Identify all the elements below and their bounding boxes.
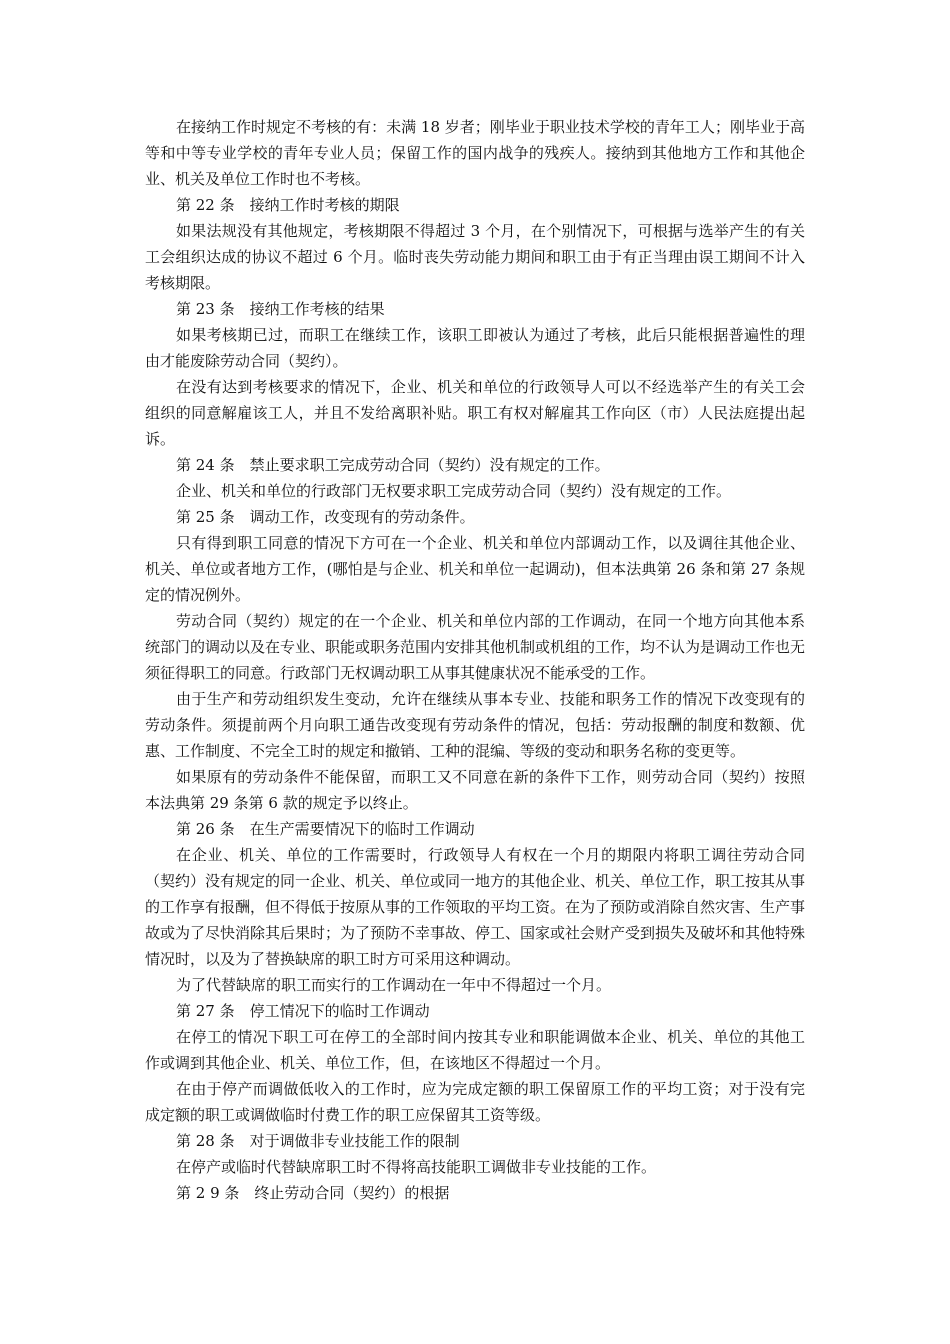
paragraph: 在停产或临时代替缺席职工时不得将高技能职工调做非专业技能的工作。 — [176, 1158, 657, 1176]
paragraph: 如果法规没有其他规定，考核期限不得超过 3 个月，在个别情况下，可根据与选举产生的有关工会组织达成的协议不超过 6 个月。临时丧失劳动能力期间和职工由于有正当理由误工期间不计入考核期限。 — [145, 222, 805, 292]
article-heading: 第 2 9 条 终止劳动合同（契约）的根据 — [176, 1184, 450, 1202]
paragraph: 在接纳工作时规定不考核的有：未满 18 岁者；刚毕业于职业技术学校的青年工人；刚毕业于高等和中等专业学校的青年专业人员；保留工作的国内战争的残疾人。接纳到其他地方工作和其他企业、机关及单位工作时也不考核。 — [145, 118, 805, 188]
document-body — [145, 114, 805, 1206]
paragraph: 如果原有的劳动条件不能保留，而职工又不同意在新的条件下工作，则劳动合同（契约）按照本法典第 29 条第 6 款的规定予以终止。 — [145, 768, 805, 812]
paragraph: 为了代替缺席的职工而实行的工作调动在一年中不得超过一个月。 — [176, 976, 612, 994]
paragraph: 如果考核期已过，而职工在继续工作，该职工即被认为通过了考核，此后只能根据普遍性的理由才能废除劳动合同（契约）。 — [145, 326, 805, 370]
article-heading: 第 25 条 调动工作，改变现有的劳动条件。 — [176, 508, 475, 526]
article-heading: 第 23 条 接纳工作考核的结果 — [176, 300, 385, 318]
article-heading: 第 22 条 接纳工作时考核的期限 — [176, 196, 400, 214]
paragraph: 由于生产和劳动组织发生变动，允许在继续从事本专业、技能和职务工作的情况下改变现有的劳动条件。须提前两个月向职工通告改变现有劳动条件的情况，包括：劳动报酬的制度和数额、优惠、工作制度、不完全工时的规定和撤销、工种的混编、等级的变动和职务名称的变更等。 — [145, 690, 805, 760]
article-heading: 第 27 条 停工情况下的临时工作调动 — [176, 1002, 430, 1020]
article-heading: 第 28 条 对于调做非专业技能工作的限制 — [176, 1132, 460, 1150]
article-heading: 第 26 条 在生产需要情况下的临时工作调动 — [176, 820, 475, 838]
paragraph: 在由于停产而调做低收入的工作时，应为完成定额的职工保留原工作的平均工资；对于没有完成定额的职工或调做临时付费工作的职工应保留其工资等级。 — [145, 1080, 805, 1124]
paragraph: 在停工的情况下职工可在停工的全部时间内按其专业和职能调做本企业、机关、单位的其他工作或调到其他企业、机关、单位工作，但，在该地区不得超过一个月。 — [145, 1028, 805, 1072]
paragraph: 在企业、机关、单位的工作需要时，行政领导人有权在一个月的期限内将职工调往劳动合同（契约）没有规定的同一企业、机关、单位或同一地方的其他企业、机关、单位工作，职工按其从事的工作享有报酬，但不得低于按原从事的工作领取的平均工资。在为了预防或消除自然灾害、生产事故或为了尽快消除其后果时；为了预防不幸事故、停工、国家或社会财产受到损失及破坏和其他特殊情况时，以及为了替换缺席的职工时方可采用这种调动。 — [145, 846, 806, 968]
article-heading: 第 24 条 禁止要求职工完成劳动合同（契约）没有规定的工作。 — [176, 456, 610, 474]
paragraph: 劳动合同（契约）规定的在一个企业、机关和单位内部的工作调动，在同一个地方向其他本系统部门的调动以及在专业、职能或职务范围内安排其他机制或机组的工作，均不认为是调动工作也无须征得职工的同意。行政部门无权调动职工从事其健康状况不能承受的工作。 — [145, 612, 806, 682]
paragraph: 企业、机关和单位的行政部门无权要求职工完成劳动合同（契约）没有规定的工作。 — [176, 482, 732, 500]
paragraph: 只有得到职工同意的情况下方可在一个企业、机关和单位内部调动工作，以及调往其他企业、机关、单位或者地方工作，(哪怕是与企业、机关和单位一起调动)，但本法典第 26 条和第 27 条规定的情况例外。 — [145, 534, 805, 604]
paragraph: 在没有达到考核要求的情况下，企业、机关和单位的行政领导人可以不经选举产生的有关工会组织的同意解雇该工人，并且不发给离职补贴。职工有权对解雇其工作向区（市）人民法庭提出起诉。 — [145, 378, 805, 448]
